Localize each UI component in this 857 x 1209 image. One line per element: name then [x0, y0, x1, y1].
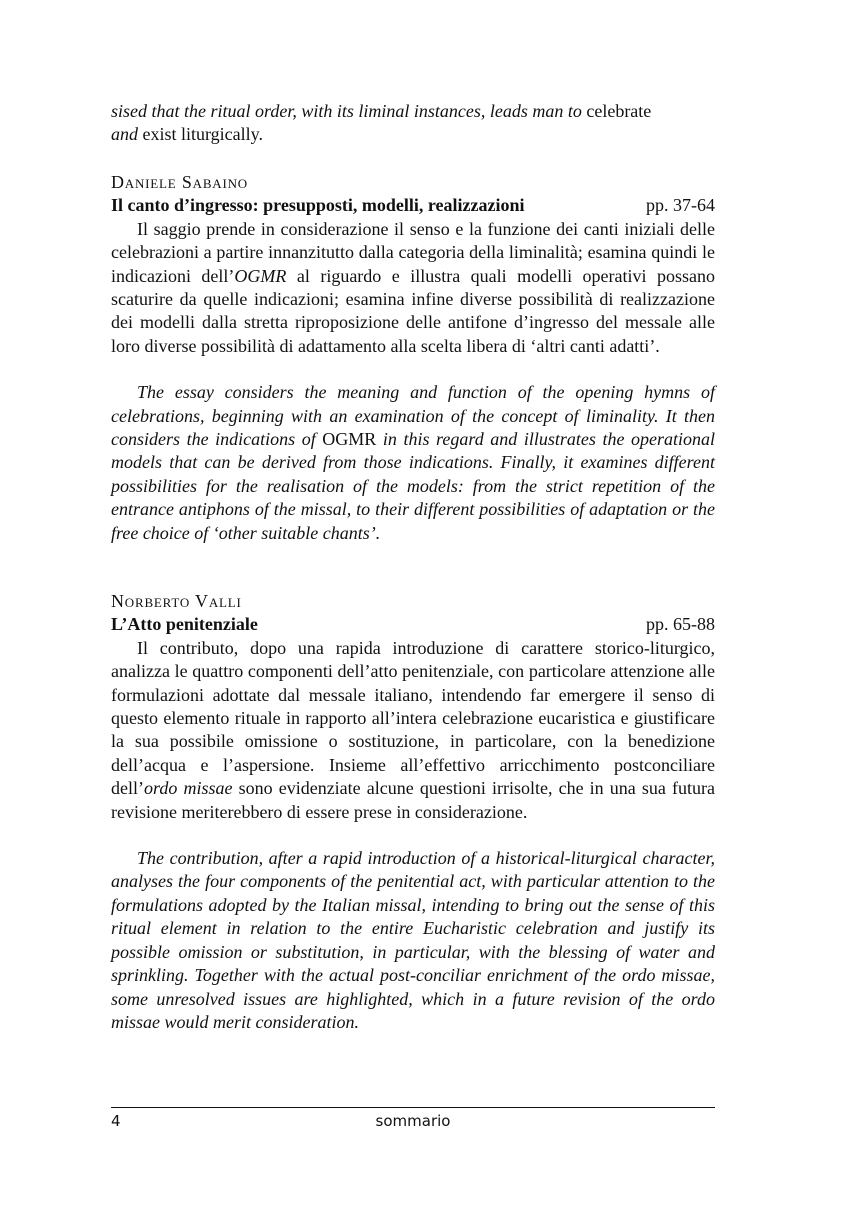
- abstract-english-text-2: in this regard and illustrates the operational models that can be derived from those indications. Finally, it examines different possibilities for the realisation of the models: from the strict repetition of the entrance antiphons of the missal, to their different possibilities of adaptation or the free choice of ‘other suitable chants’.: [111, 429, 716, 543]
- running-footer-label: sommario: [375, 1112, 451, 1130]
- page-number: 4: [111, 1112, 121, 1130]
- abstract-italian-text-2: sono evidenziate alcune questioni irrisolte, che in una sua futura revisione meriterebbero di essere prese in considerazione.: [111, 778, 715, 822]
- article-title: L’Atto penitenziale: [111, 614, 258, 635]
- abstract-english-ogmr: OGMR: [322, 429, 377, 450]
- author-name: Daniele Sabaino: [111, 172, 248, 192]
- abstract-italian-text: Il saggio prende in considerazione il senso e la funzione dei canti iniziali delle celebrazioni a partire innanzitutto dalla categoria della liminalità; esamina quindi le indicazioni dell’: [111, 218, 715, 286]
- abstract-italian: [111, 637, 715, 824]
- abstract-english: [111, 847, 715, 1034]
- section-valli: [111, 590, 715, 1034]
- footer: [111, 1112, 715, 1136]
- page-range: pp. 37-64: [646, 195, 715, 216]
- abstract-italian-text: Il contributo, dopo una rapida introduzione di carattere storico-liturgico, analizza le quattro componenti dell’atto penitenziale, con particolare attenzione alle formulazioni adottate dal messale italiano, intendendo far emergere il senso di questo elemento rituale in rapporto all’intera celebrazione eucaristica e giustificare la sua possibile omissione o sostituzione, in particolare, con la benedizione dell’acqua e l’aspersione. Insieme all’effettivo arricchimento postconciliare dell’: [111, 637, 715, 799]
- abstract-english-text: The essay considers the meaning and function of the opening hymns of celebrations, beginning with an examination of the concept of liminality. It then considers the indications of: [111, 382, 715, 450]
- article-heading: [111, 194, 715, 217]
- intro-text-italic: sised that the ritual order, with its liminal instances, leads man to: [111, 101, 582, 121]
- abstract-english: [111, 381, 715, 545]
- article-title: Il canto d’ingresso: presupposti, modelli, realizzazioni: [111, 195, 525, 216]
- abstract-italian-ogmr: OGMR: [234, 265, 287, 286]
- abstract-english-text: The contribution, after a rapid introduction of a historical-liturgical character, analyses the four components of the penitential act, with particular attention to the formulations adopted by the Italian missal, intending to bring out the sense of this ritual element in relation to the entire Eucharistic celebration and justify its possible omission or substitution, in particular, with the blessing of water and sprinkling. Together with the actual post-conciliar enrichment of the ordo missae, some unresolved issues are highlighted, which in a future revision of the ordo missae would merit consideration.: [111, 848, 715, 1032]
- article-heading: [111, 613, 715, 636]
- intro-text: celebrate: [581, 101, 652, 121]
- section-sabaino: [111, 171, 715, 545]
- intro-paragraph: [111, 100, 715, 147]
- page-range: pp. 65-88: [646, 614, 715, 635]
- author-name: Norberto Valli: [111, 591, 242, 611]
- abstract-italian: [111, 218, 715, 358]
- footer-rule: [111, 1107, 715, 1108]
- intro-text-2: exist liturgically.: [138, 124, 263, 145]
- abstract-italian-text-2: al riguardo e illustra quali modelli operativi possano scaturire da quelle indicazioni; esamina infine diverse possibilità di realizzazione dei modelli dalla stretta riproposizione delle antifone d’ingresso del messale alle loro diverse possibilità di adattamento alla scelta libera di ‘altri canti adatti’.: [111, 265, 715, 356]
- intro-text-italic-2: and: [111, 124, 138, 145]
- abstract-italian-ordo-missae: ordo missae: [144, 778, 233, 799]
